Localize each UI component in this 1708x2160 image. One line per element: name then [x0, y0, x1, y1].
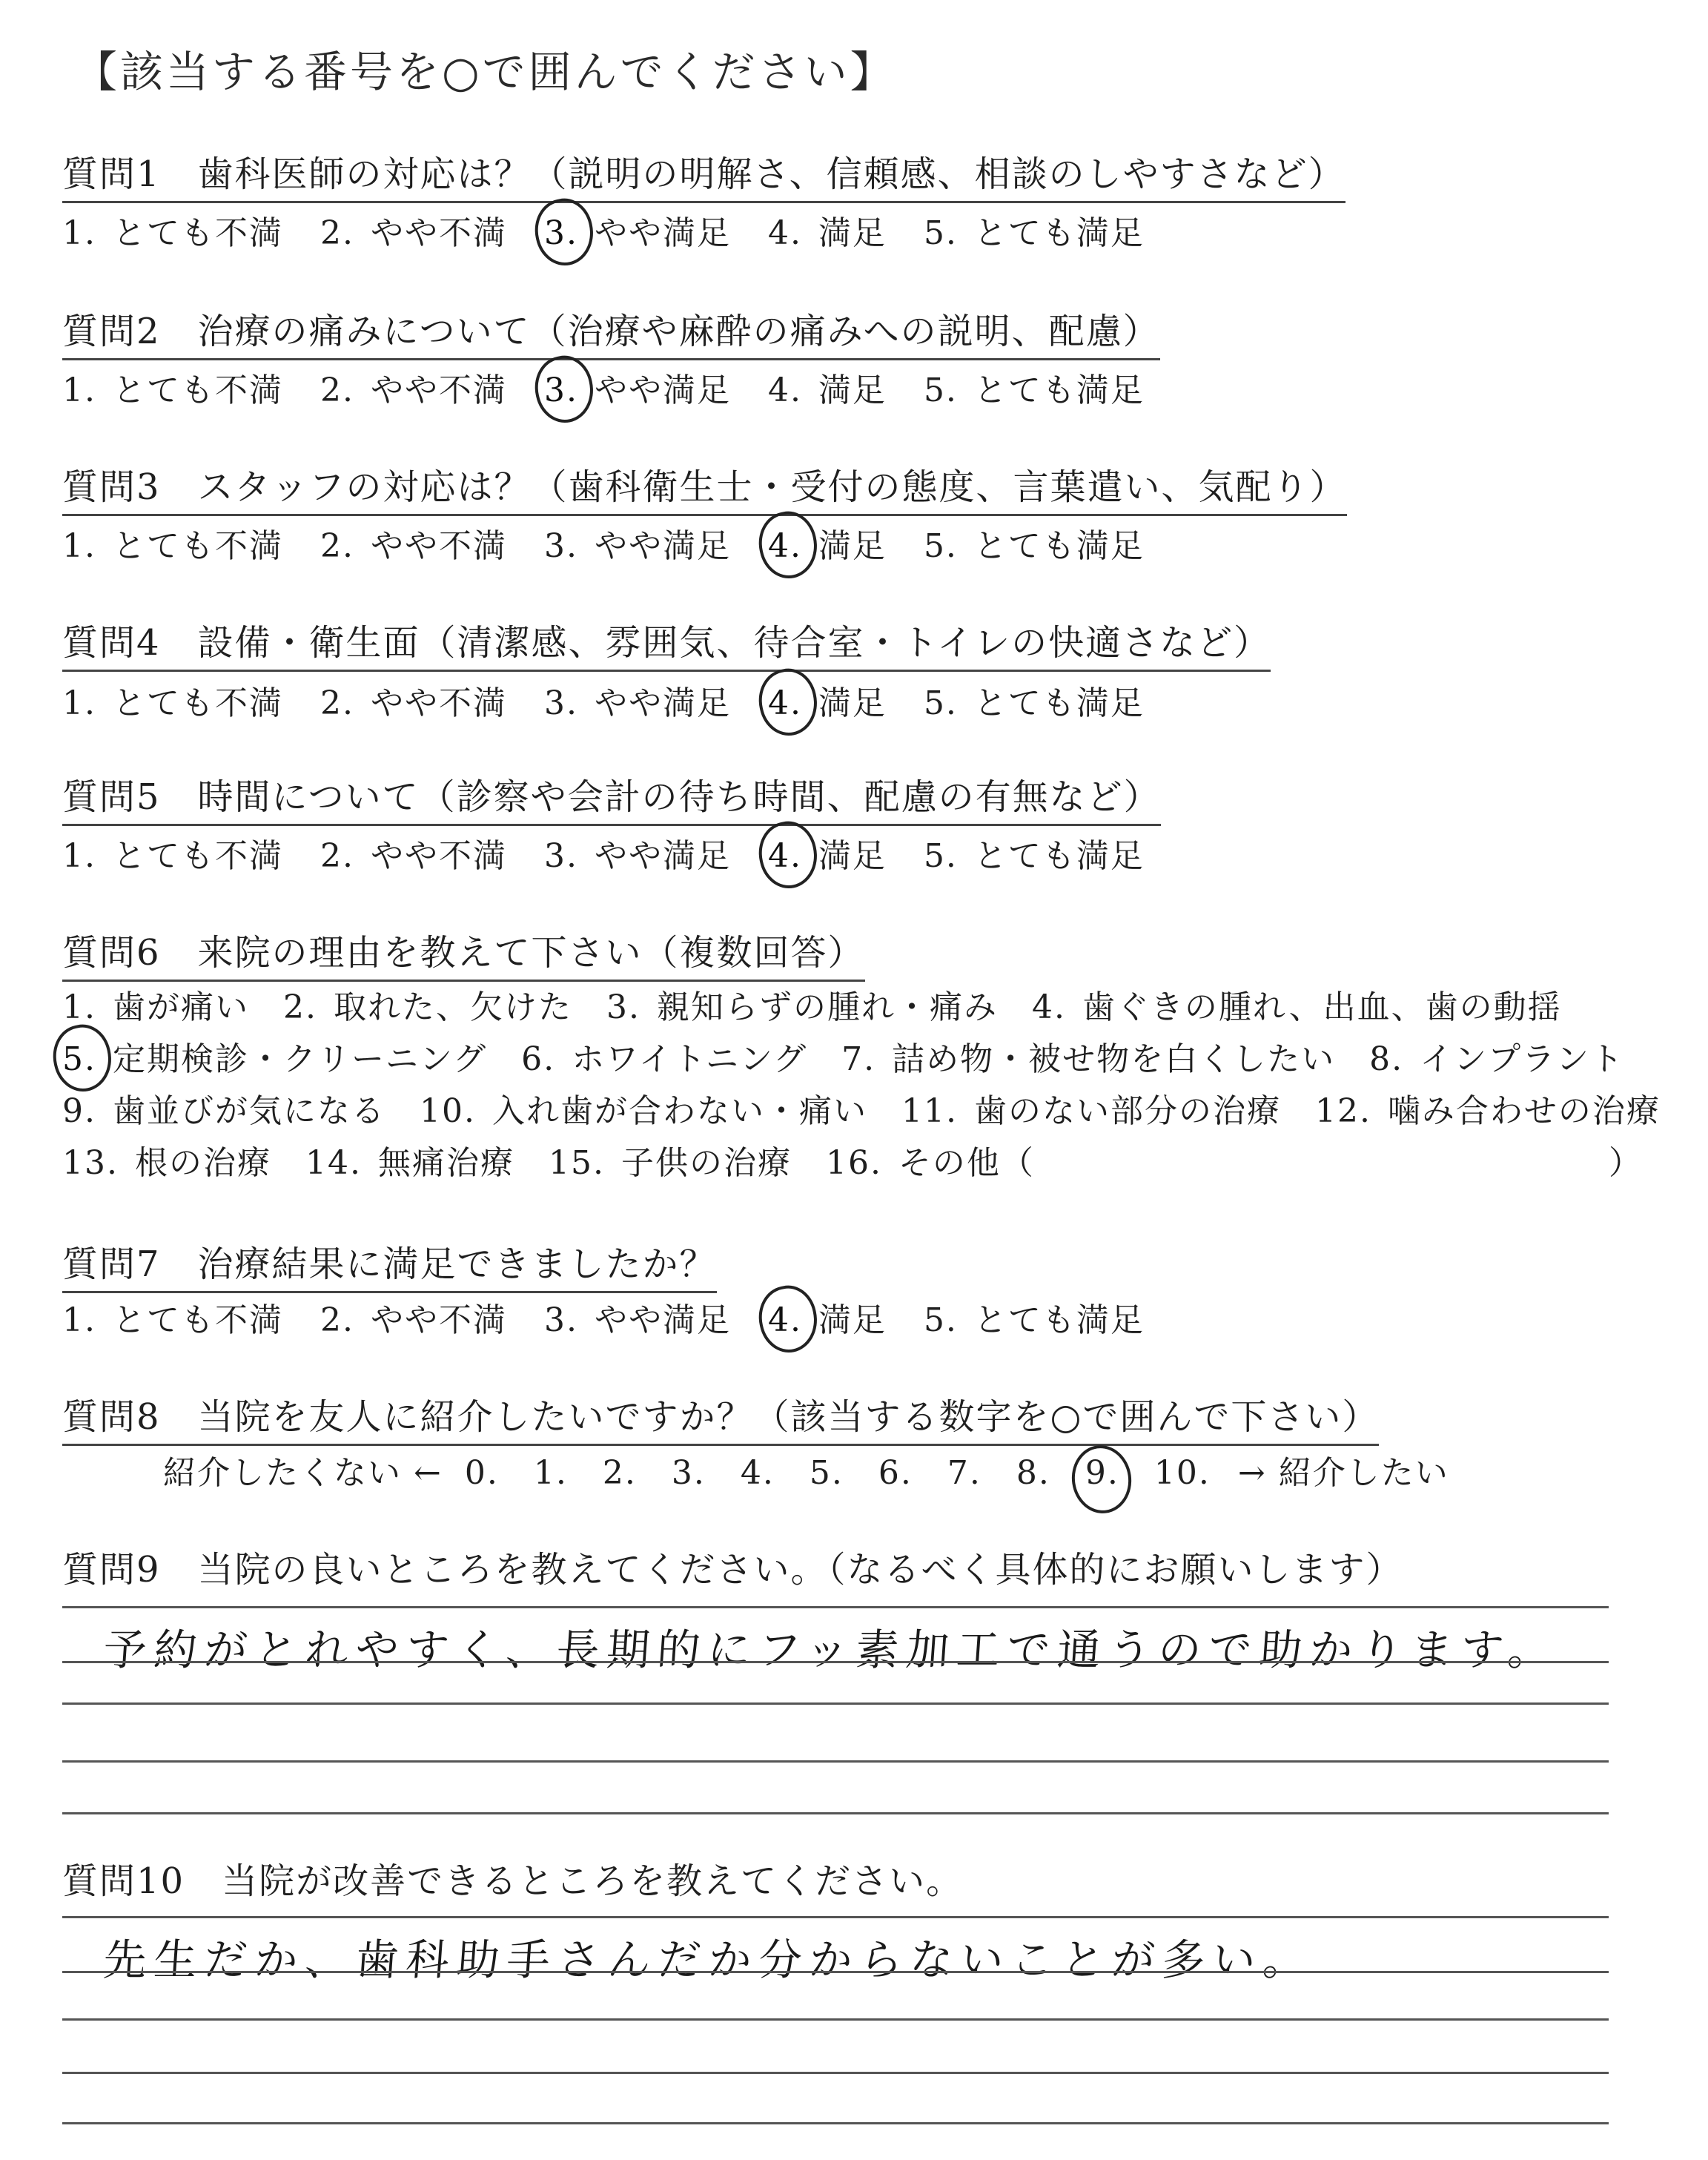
option-number: 5. [923, 371, 958, 409]
option-1[interactable] [62, 1293, 283, 1341]
option-label: とても満足 [973, 527, 1145, 565]
answer-line [62, 1971, 1609, 1973]
option-number: 2. [282, 988, 317, 1026]
reason-option[interactable] [1032, 980, 1562, 1028]
option-4-selected[interactable] [768, 829, 887, 876]
question-2-options [62, 363, 1145, 411]
option-number: 5. [923, 684, 958, 722]
reason-option[interactable] [841, 1032, 1335, 1080]
option-3[interactable] [544, 829, 731, 876]
option-1[interactable] [62, 363, 283, 411]
page-title: 【該当する番号を○で囲んでください】 [74, 47, 896, 97]
option-label: 満足 [818, 1301, 887, 1339]
option-number: 4. [767, 527, 802, 565]
option-number: 5. [923, 1301, 958, 1339]
option-label: とても満足 [973, 684, 1145, 722]
scale-number[interactable]: 8. [1016, 1454, 1050, 1492]
reason-option[interactable] [521, 1032, 807, 1080]
question-10-title: 質問10 当院が改善できるところを教えてください。 [62, 1860, 964, 1902]
scale-number[interactable]: 3. [671, 1454, 706, 1492]
option-number: 1. [62, 527, 96, 565]
option-4-selected[interactable] [768, 676, 887, 724]
option-label: 噛み合わせの治療 [1387, 1092, 1661, 1130]
option-number: 3. [543, 371, 578, 409]
option-number: 4. [767, 837, 802, 875]
option-4[interactable] [768, 206, 887, 254]
option-5[interactable] [924, 1293, 1145, 1341]
option-number: 5. [923, 837, 958, 875]
reason-option[interactable] [62, 1136, 271, 1183]
question-1-options [62, 206, 1145, 254]
scale-number[interactable]: 5. [809, 1454, 844, 1492]
option-4[interactable] [768, 363, 887, 411]
reason-option[interactable] [283, 980, 572, 1028]
option-3[interactable] [544, 676, 731, 724]
option-number: 16. [825, 1144, 882, 1182]
option-label: とても不満 [112, 684, 283, 722]
option-label: やや満足 [594, 1301, 731, 1339]
answer-line [62, 2018, 1609, 2021]
option-label: その他（ [898, 1144, 1035, 1182]
reason-option[interactable] [420, 1084, 867, 1132]
option-label: とても満足 [973, 371, 1145, 409]
option-label: 満足 [818, 837, 887, 875]
answer-line [62, 1661, 1609, 1663]
option-number: 1. [62, 214, 96, 252]
option-number: 4. [767, 1301, 802, 1339]
option-number: 3. [543, 527, 578, 565]
option-number: 8. [1369, 1040, 1404, 1078]
reason-option[interactable] [62, 980, 249, 1028]
answer-line [62, 1606, 1609, 1608]
option-2[interactable] [320, 206, 507, 254]
option-number: 5. [923, 527, 958, 565]
option-number: 3. [543, 1301, 578, 1339]
option-3-selected[interactable] [544, 363, 731, 411]
option-number: 2. [320, 371, 354, 409]
option-label: やや不満 [370, 1301, 507, 1339]
option-3-selected[interactable] [544, 206, 731, 254]
option-number: 1. [62, 988, 96, 1026]
question-6-row-1 [62, 980, 1562, 1028]
question-10-handwritten-answer: 先生だか、歯科助手さんだか分からないことが多い。 [102, 1935, 1316, 1985]
option-number: 1. [62, 684, 96, 722]
option-number: 9. [62, 1092, 96, 1130]
scale-number[interactable]: 2. [602, 1454, 637, 1492]
option-label: インプラント [1420, 1040, 1625, 1078]
option-label: 満足 [818, 527, 887, 565]
option-number: 13. [62, 1144, 119, 1182]
option-number: 5. [923, 214, 958, 252]
option-number: 4. [767, 214, 802, 252]
option-number: 11. [901, 1092, 958, 1130]
scale-number[interactable]: 0. [464, 1454, 499, 1492]
answer-line [62, 1812, 1609, 1814]
option-label: 定期検診・クリーニング [112, 1040, 488, 1078]
reason-option[interactable] [1369, 1032, 1624, 1080]
option-label: 詰め物・被せ物を白くしたい [892, 1040, 1336, 1078]
option-label: やや不満 [370, 214, 507, 252]
option-number: 2. [320, 684, 354, 722]
option-1[interactable] [62, 829, 283, 876]
option-label: やや不満 [370, 837, 507, 875]
question-7-title: 質問7 治療結果に満足できましたか？ [62, 1235, 717, 1293]
option-number: 7. [841, 1040, 876, 1078]
option-2[interactable] [320, 519, 507, 567]
option-label: とても不満 [112, 371, 283, 409]
option-label: とても不満 [112, 214, 283, 252]
option-2[interactable] [320, 676, 507, 724]
scale-number[interactable]: 10. [1153, 1454, 1211, 1492]
option-number: 1. [62, 371, 96, 409]
reason-option[interactable] [62, 1084, 385, 1132]
option-number: 12. [1314, 1092, 1371, 1130]
option-1[interactable] [62, 676, 283, 724]
option-4-selected[interactable] [768, 1293, 887, 1341]
question-8-scale [163, 1446, 1449, 1493]
option-label: 根の治療 [134, 1144, 271, 1182]
question-1-title: 質問1 歯科医師の対応は？（説明の明解さ、信頼感、相談のしやすさなど） [62, 145, 1345, 203]
option-label: やや不満 [370, 527, 507, 565]
option-number: 4. [767, 371, 802, 409]
option-label: 満足 [818, 214, 887, 252]
option-label: やや満足 [594, 371, 731, 409]
scale-number[interactable]: 1. [533, 1454, 568, 1492]
option-number: 3. [543, 837, 578, 875]
question-9-title: 質問9 当院の良いところを教えてください。（なるべく具体的にお願いします） [62, 1549, 1403, 1591]
answer-line [62, 2072, 1609, 2074]
option-label: ホワイトニング [572, 1040, 808, 1078]
option-label: やや満足 [594, 527, 731, 565]
answer-line [62, 1760, 1609, 1763]
reason-option[interactable] [606, 980, 998, 1028]
option-2[interactable] [320, 363, 507, 411]
answer-line [62, 1702, 1609, 1705]
option-label: やや不満 [370, 684, 507, 722]
option-5[interactable] [924, 829, 1145, 876]
question-5-options [62, 829, 1145, 876]
option-label: とても満足 [973, 837, 1145, 875]
question-4-options [62, 676, 1145, 724]
option-number: 2. [320, 1301, 354, 1339]
option-label: 歯並びが気になる [112, 1092, 385, 1130]
reason-option[interactable] [1315, 1084, 1661, 1132]
option-label: 入れ歯が合わない・痛い [491, 1092, 867, 1130]
option-5[interactable] [924, 363, 1145, 411]
option-number: 2. [320, 214, 354, 252]
option-label: とても不満 [112, 1301, 283, 1339]
option-label: 親知らずの腫れ・痛み [656, 988, 998, 1026]
option-label: 歯のない部分の治療 [973, 1092, 1281, 1130]
question-7-options [62, 1293, 1145, 1341]
option-number: 3. [543, 214, 578, 252]
question-6-row-4 [62, 1136, 1035, 1183]
option-label: やや満足 [594, 684, 731, 722]
scale-left-label: 紹介したくない ← [163, 1454, 443, 1492]
option-number: 1. [62, 837, 96, 875]
reason-option[interactable] [305, 1136, 514, 1183]
scale-right-label: → 紹介したい [1237, 1454, 1449, 1492]
option-3[interactable] [544, 519, 731, 567]
option-number: 2. [320, 837, 354, 875]
question-4-title: 質問4 設備・衛生面（清潔感、雰囲気、待合室・トイレの快適さなど） [62, 614, 1271, 672]
scale-number[interactable]: 6. [878, 1454, 913, 1492]
question-6-row-2 [62, 1032, 1624, 1080]
option-label: とても満足 [973, 1301, 1145, 1339]
option-label: 満足 [818, 371, 887, 409]
question-6-row-3 [62, 1084, 1661, 1132]
option-label: 歯が痛い [112, 988, 249, 1026]
option-label: 満足 [818, 684, 887, 722]
option-number: 2. [320, 527, 354, 565]
option-number: 6. [521, 1040, 556, 1078]
option-label: 無痛治療 [377, 1144, 514, 1182]
option-1[interactable] [62, 519, 283, 567]
option-label: とても不満 [112, 837, 283, 875]
option-number: 4. [767, 684, 802, 722]
option-label: 歯ぐきの腫れ、出血、歯の動揺 [1082, 988, 1562, 1026]
question-5-title: 質問5 時間について（診察や会計の待ち時間、配慮の有無など） [62, 768, 1161, 826]
reason-option[interactable] [549, 1136, 792, 1183]
option-number: 15. [548, 1144, 605, 1182]
option-number: 3. [606, 988, 640, 1026]
option-4-selected[interactable] [768, 519, 887, 567]
option-number: 14. [305, 1144, 362, 1182]
scale-numbers [465, 1454, 1223, 1492]
answer-line [62, 2122, 1609, 2124]
scale-number[interactable]: 4. [740, 1454, 775, 1492]
reason-option-selected[interactable] [62, 1032, 487, 1080]
option-label: とても不満 [112, 527, 283, 565]
question-8-title: 質問8 当院を友人に紹介したいですか？（該当する数字を○で囲んで下さい） [62, 1388, 1379, 1446]
option-number: 5. [62, 1040, 96, 1078]
option-label: やや満足 [594, 214, 731, 252]
question-6-title: 質問6 来院の理由を教えて下さい（複数回答） [62, 924, 865, 982]
scale-number[interactable]: 7. [947, 1454, 982, 1492]
option-3[interactable] [544, 1293, 731, 1341]
option-5[interactable] [924, 206, 1145, 254]
option-2[interactable] [320, 1293, 507, 1341]
reason-option[interactable] [901, 1084, 1281, 1132]
option-5[interactable] [924, 676, 1145, 724]
answer-line [62, 1916, 1609, 1918]
question-3-title: 質問3 スタッフの対応は？（歯科衛生士・受付の態度、言葉遣い、気配り） [62, 458, 1347, 516]
option-label: やや不満 [370, 371, 507, 409]
option-5[interactable] [924, 519, 1145, 567]
option-1[interactable] [62, 206, 283, 254]
option-number: 3. [543, 684, 578, 722]
scale-number-selected[interactable]: 9. [1085, 1454, 1154, 1492]
question-9-handwritten-answer: 予約がとれやすく、長期的にフッ素加工で通うので助かります。 [102, 1625, 1560, 1675]
option-label: 子供の治療 [620, 1144, 792, 1182]
option-number: 1. [62, 1301, 96, 1339]
question-6-other-close: ） [1609, 1144, 1641, 1182]
option-label: とても満足 [973, 214, 1145, 252]
option-label: やや満足 [594, 837, 731, 875]
question-3-options [62, 519, 1145, 567]
option-number: 10. [419, 1092, 476, 1130]
option-label: 取れた、欠けた [333, 988, 572, 1026]
option-number: 4. [1031, 988, 1066, 1026]
reason-option[interactable] [826, 1136, 1035, 1183]
question-2-title: 質問2 治療の痛みについて（治療や麻酔の痛みへの説明、配慮） [62, 303, 1160, 360]
option-2[interactable] [320, 829, 507, 876]
